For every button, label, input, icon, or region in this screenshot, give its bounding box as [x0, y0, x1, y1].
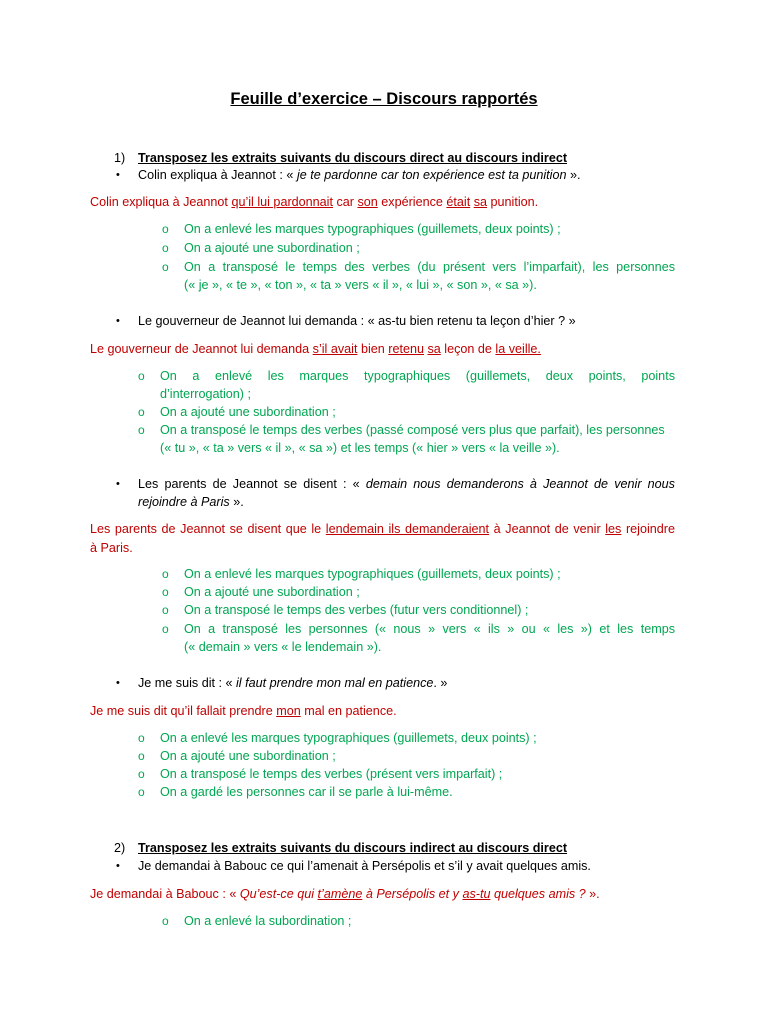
bullet-icon: • — [116, 478, 120, 490]
bullet-icon: • — [116, 315, 120, 327]
bullet-icon: • — [116, 169, 120, 181]
exercise-1-note: On a ajouté une subordination ; — [184, 241, 360, 255]
exercise-1-question: Colin expliqua à Jeannot : « je te pardonne car ton expérience est ta punition ». — [138, 168, 581, 182]
section-2-number: 2) — [114, 841, 126, 855]
exercise-3-note: On a transposé le temps des verbes (futur vers conditionnel) ; — [184, 603, 529, 617]
exercise-3-answer: Les parents de Jeannot se disent que le lendemain ils demanderaient à Jeannot de venir les rejoindre — [90, 522, 675, 536]
exercise-2-note-cont: (« tu », « ta » vers « il », « sa ») et les temps (« hier » vers « la veille »). — [160, 441, 560, 455]
circle-bullet-icon: o — [162, 585, 169, 599]
circle-bullet-icon: o — [162, 914, 169, 928]
section-2-heading: Transposez les extraits suivants du discours indirect au discours direct — [138, 841, 568, 855]
exercise-5-note: On a enlevé la subordination ; — [184, 914, 352, 928]
circle-bullet-icon: o — [138, 785, 145, 799]
exercise-2-answer: Le gouverneur de Jeannot lui demanda s’il avait bien retenu sa leçon de la veille. — [90, 342, 541, 356]
page-title: Feuille d’exercice – Discours rapportés — [230, 90, 538, 108]
exercise-4-note: On a ajouté une subordination ; — [160, 749, 336, 763]
exercise-2-note: On a transposé le temps des verbes (passé composé vers plus que parfait), les personnes — [160, 423, 665, 437]
circle-bullet-icon: o — [162, 241, 169, 255]
exercise-3-note: On a enlevé les marques typographiques (guillemets, deux points) ; — [184, 567, 561, 581]
exercise-3-question-cont: rejoindre à Paris ». — [138, 495, 244, 509]
exercise-4-note: On a gardé les personnes car il se parle à lui-même. — [160, 785, 453, 799]
section-1-heading: Transposez les extraits suivants du discours direct au discours indirect — [138, 151, 568, 165]
exercise-4-question: Je me suis dit : « il faut prendre mon mal en patience. » — [138, 676, 448, 690]
circle-bullet-icon: o — [138, 369, 145, 383]
exercise-3-note: On a ajouté une subordination ; — [184, 585, 360, 599]
circle-bullet-icon: o — [138, 423, 145, 437]
exercise-3-answer-cont: à Paris. — [90, 541, 133, 555]
exercise-2-question: Le gouverneur de Jeannot lui demanda : « as-tu bien retenu ta leçon d’hier ? » — [138, 314, 576, 328]
exercise-4-note: On a enlevé les marques typographiques (guillemets, deux points) ; — [160, 731, 537, 745]
circle-bullet-icon: o — [138, 749, 145, 763]
exercise-1-note: On a enlevé les marques typographiques (guillemets, deux points) ; — [184, 222, 561, 236]
circle-bullet-icon: o — [138, 731, 145, 745]
circle-bullet-icon: o — [138, 767, 145, 781]
exercise-2-note: On a ajouté une subordination ; — [160, 405, 336, 419]
exercise-5-question: Je demandai à Babouc ce qui l’amenait à Persépolis et s’il y avait quelques amis. — [138, 859, 591, 873]
bullet-icon: • — [116, 677, 120, 689]
circle-bullet-icon: o — [162, 622, 169, 636]
exercise-1-answer: Colin expliqua à Jeannot qu’il lui pardonnait car son expérience était sa punition. — [90, 195, 539, 209]
exercise-3-note: On a transposé les personnes (« nous » vers « ils » ou « les ») et les temps — [184, 622, 675, 636]
bullet-icon: • — [116, 860, 120, 872]
exercise-3-note-cont: (« demain » vers « le lendemain »). — [184, 640, 382, 654]
exercise-4-answer: Je me suis dit qu’il fallait prendre mon mal en patience. — [90, 704, 397, 718]
exercise-2-note-cont: d’interrogation) ; — [160, 387, 252, 401]
section-1-number: 1) — [114, 151, 126, 165]
circle-bullet-icon: o — [162, 222, 169, 236]
exercise-1-note: On a transposé le temps des verbes (du présent vers l’imparfait), les personnes — [184, 260, 675, 274]
circle-bullet-icon: o — [162, 260, 169, 274]
exercise-1-note-cont: (« je », « te », « ton », « ta » vers « il », « lui », « son », « sa »). — [184, 278, 537, 292]
exercise-3-question: Les parents de Jeannot se disent : « demain nous demanderons à Jeannot de venir nous — [138, 477, 675, 491]
circle-bullet-icon: o — [138, 405, 145, 419]
exercise-4-note: On a transposé le temps des verbes (présent vers imparfait) ; — [160, 767, 503, 781]
circle-bullet-icon: o — [162, 567, 169, 581]
exercise-2-note: On a enlevé les marques typographiques (guillemets, deux points, points — [160, 369, 675, 383]
circle-bullet-icon: o — [162, 603, 169, 617]
exercise-5-answer: Je demandai à Babouc : « Qu’est-ce qui t’amène à Persépolis et y as-tu quelques amis ? ». — [90, 887, 600, 901]
